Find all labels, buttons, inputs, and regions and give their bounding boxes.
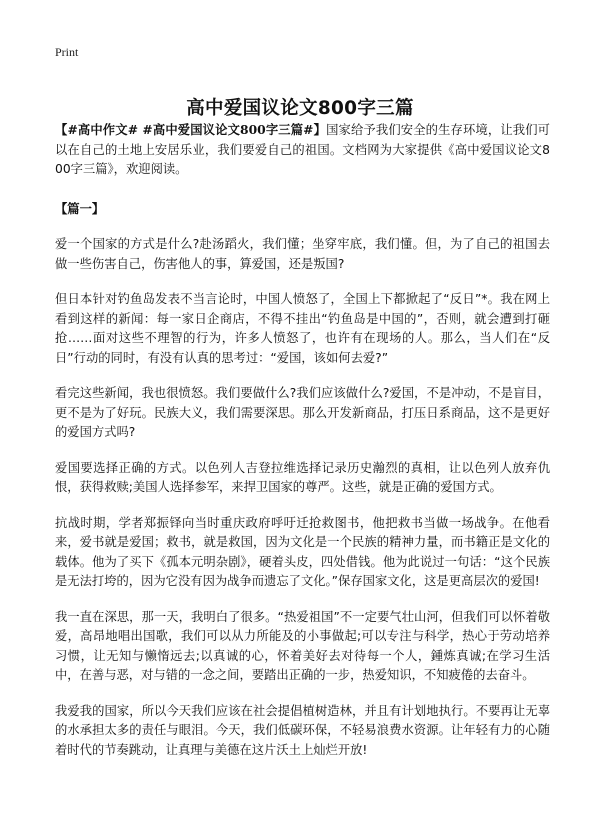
page-title: 高中爱国议论文800字三篇	[186, 98, 414, 120]
paragraph-3: 看完这些新闻，我也很愤怒。我们要做什么?我们应该做什么?爱国，不是冲动，不是盲目，更不是为了好玩。民族大义，我们需要深思。那么开发新商品，打压日系商品，这不是更好的爱国方式吗?	[55, 386, 550, 439]
section-heading: 【篇一】	[55, 201, 105, 216]
intro-paragraph	[55, 120, 550, 180]
intro-text: 国家给予我们安全的生存环境，让我们可以在自己的土地上安居乐业，我们要爱自己的祖国。文档网为大家提供《高中爱国议论文800字三篇》，欢迎阅读。	[55, 123, 550, 176]
paragraph-7: 我爱我的国家，所以今天我们应该在社会提倡植树造林，并且有计划地执行。不要再让无辜的水承担太多的责任与眼泪。今天，我们低碳环保，不轻易浪费水资源。让年轻有力的心随着时代的节奏跳动，让真理与美德在这片沃土上灿烂开放!	[55, 703, 550, 757]
paragraph-6: 我一直在深思，那一天，我明白了很多。“热爱祖国”不一定要气壮山河，但我们可以怀着敬爱，高昂地唱出国歌，我们可以从力所能及的小事做起;可以专注与科学，热心于劳动培养习惯，让无知与懒惰远去;以真诚的心，怀着美好去对待每一个人，鍾炼真诚;在学习生活中，在善与恶，对与错的一念之间，要踏出正确的一步，热爱知识，不知疲倦的去奋斗。	[55, 609, 550, 682]
document-body	[55, 120, 550, 760]
paragraph-2: 但日本针对钓鱼岛发表不当言论时，中国人愤怒了，全国上下都掀起了“反日”*。我在网上看到这样的新闻：每一家日企商店，不得不挂出“钓鱼岛是中国的”，否则，就会遭到打砸抢……面对这些不理智的行为，许多人愤怒了，也许有在现场的人。那么，当人们在“反日”行动的同时，有没有认真的思考过：“爱国，该如何去爱?”	[55, 292, 550, 365]
print-link[interactable]: Print	[55, 45, 79, 59]
intro-tag: 【#高中作文# #高中爱国议论文800字三篇#】	[55, 122, 327, 137]
paragraph-5: 抗战时期，学者郑振铎向当时重庆政府呼吁迁抢救图书，他把救书当做一场战争。在他看来，爱书就是爱国；救书，就是救国，因为文化是一个民族的精神力量，而书籍正是文化的载体。他为了买下《孤本元明杂剧》，硬着头皮，四处借钱。他为此说过一句话：“这个民族是无法打垮的，因为它没有因为战争而遗忘了文化。”保存国家文化，这是更高层次的爱国!	[55, 515, 550, 588]
paragraph-1: 爱一个国家的方式是什么?赴汤蹈火，我们懂；坐穿牢底，我们懂。但，为了自己的祖国去做一些伤害自己，伤害他人的事，算爱国，还是叛国?	[55, 237, 550, 271]
paragraph-4: 爱国要选择正确的方式。以色列人吉登拉维选择记录历史瀚烈的真相，让以色列人放弃仇恨，获得救赎;美国人选择参军，来捍卫国家的尊严。这些，就是正确的爱国方式。	[55, 460, 550, 494]
